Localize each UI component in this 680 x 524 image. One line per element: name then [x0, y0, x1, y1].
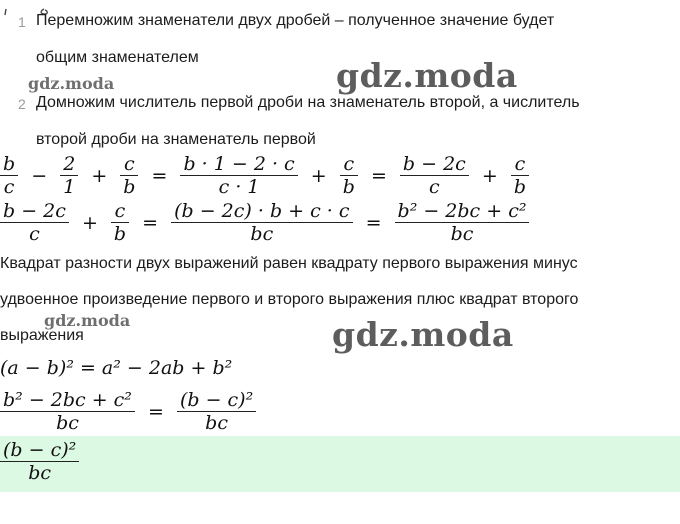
step-text-line: второй дроби на знаменатель первой — [36, 131, 316, 148]
operator: + — [91, 164, 108, 187]
equals-sign: = — [147, 400, 164, 423]
clipped-previous-line — [0, 0, 60, 6]
step-text-line: Домножим числитель первой дроби на знаменатель второй, а числитель — [36, 94, 580, 111]
fraction: $\frac{\text{b² − 2bc + c²}}{bc}$ — [0, 389, 135, 434]
step-text-line: Перемножим знаменатели двух дробей – полученное значение будет — [36, 12, 555, 29]
equation-1 — [0, 153, 526, 198]
answer-fraction — [0, 436, 120, 488]
fraction: $\frac{b - 2c}{c}$ — [0, 200, 69, 245]
paragraph-line: удвоенное произведение первого и второго выражения плюс квадрат второго — [0, 291, 579, 308]
equation-3 — [0, 388, 260, 436]
fraction: $\frac{2}{1}$ — [60, 153, 78, 198]
operator: + — [81, 211, 98, 234]
paragraph-line: выражения — [0, 327, 84, 344]
equals-sign: = — [370, 164, 387, 187]
equals-sign: = — [151, 164, 168, 187]
answer-highlight — [0, 436, 680, 492]
step-number: 1 — [18, 14, 26, 30]
equation-2 — [0, 200, 527, 245]
fraction: $\frac{c}{b}$ — [111, 200, 129, 245]
operator: − — [31, 164, 48, 187]
equals-sign: = — [365, 211, 382, 234]
fraction: $\frac{b \cdot 1 - 2 \cdot c}{c \cdot 1}$ — [180, 153, 297, 198]
watermark-logo: gdz.moda — [332, 315, 514, 354]
watermark-logo: gdz.moda — [44, 311, 131, 330]
fraction: $\frac{\text{(b − c)²}}{bc}$ — [0, 439, 79, 484]
fraction: $\frac{b}{c}$ — [0, 153, 18, 198]
watermark-logo: gdz.moda — [28, 74, 115, 93]
fraction: $\frac{\text{b² − 2bc + c²}}{bc}$ — [395, 200, 530, 245]
paragraph-line: Квадрат разности двух выражений равен квадрату первого выражения минус — [0, 255, 578, 272]
fraction: $\frac{c}{b}$ — [340, 153, 358, 198]
equals-sign: = — [142, 211, 159, 234]
operator: + — [310, 164, 327, 187]
fraction: $\frac{\text{(b − c)²}}{bc}$ — [177, 389, 256, 434]
step-number: 2 — [18, 96, 26, 112]
watermark-logo: gdz.moda — [336, 56, 518, 95]
operator: + — [481, 164, 498, 187]
fraction: $\frac{b - 2c}{c}$ — [400, 153, 469, 198]
fraction: $\frac{c}{b}$ — [120, 153, 138, 198]
square-difference-identity: (a − b)² = a² − 2ab + b² — [0, 357, 233, 379]
fraction: $\frac{c}{b}$ — [511, 153, 529, 198]
fraction: $\frac{(b - 2c) \cdot b + c \cdot c}{bc}$ — [171, 200, 352, 245]
step-text-line: общим знаменателем — [36, 49, 199, 66]
